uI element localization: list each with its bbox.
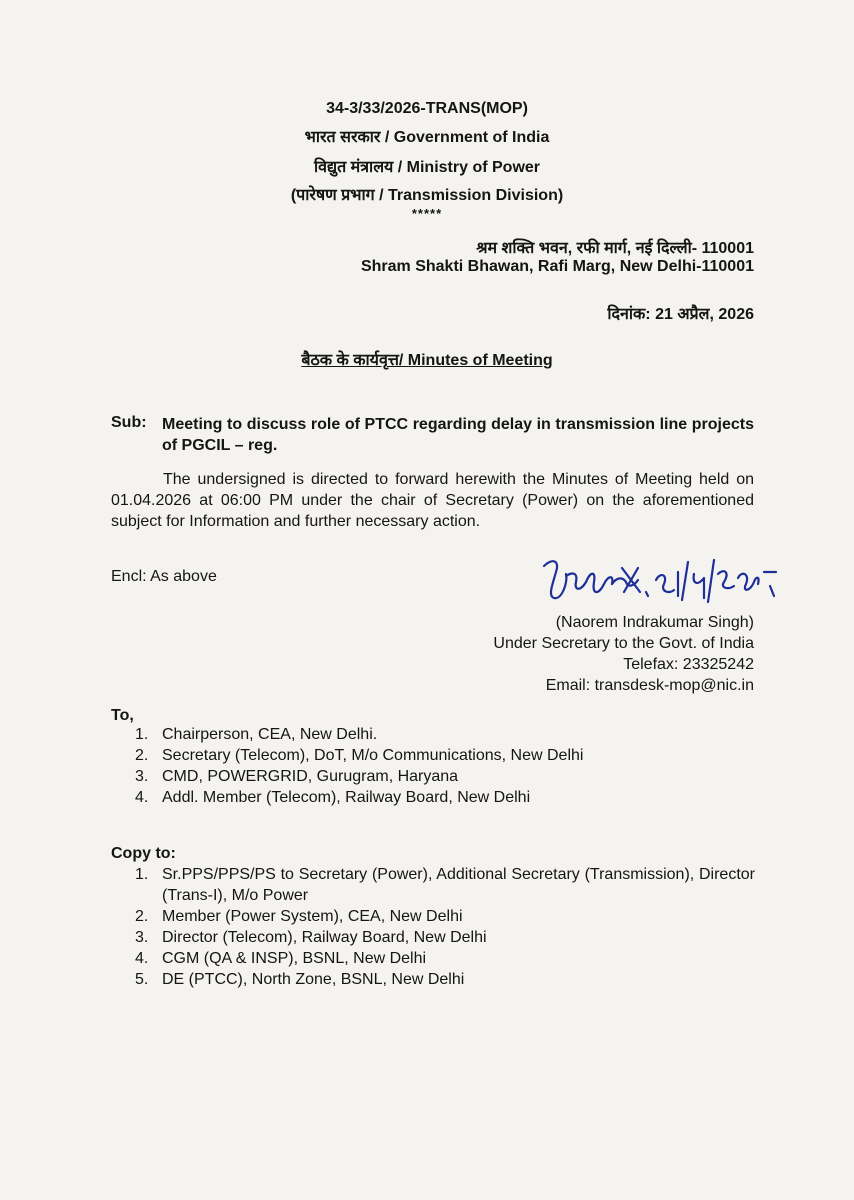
subject-text: Meeting to discuss role of PTCC regarding delay in transmission line projects of PGCIL – reg.: [162, 416, 754, 454]
division-heading: (पारेषण प्रभाग / Transmission Division): [290, 187, 564, 204]
document-date: दिनांक: 21 अप्रैल, 2026: [607, 306, 754, 323]
copy-to-list: [135, 864, 755, 990]
signatory-email: Email: transdesk-mop@nic.in: [545, 677, 754, 694]
list-item: 5. DE (PTCC), North Zone, BSNL, New Delhi: [135, 971, 465, 988]
list-item: 1. Chairperson, CEA, New Delhi.: [135, 726, 378, 743]
copy-to-label: Copy to:: [111, 845, 176, 862]
header-separator: *****: [411, 206, 443, 221]
address-hindi: श्रम शक्ति भवन, रफी मार्ग, नई दिल्ली- 110001: [476, 240, 754, 257]
list-item: 2. Secretary (Telecom), DoT, M/o Communications, New Delhi: [135, 747, 584, 764]
file-number: 34-3/33/2026-TRANS(MOP): [326, 100, 528, 117]
signatory-name: (Naorem Indrakumar Singh): [555, 614, 754, 631]
list-item: 3. CMD, POWERGRID, Gurugram, Haryana: [135, 768, 459, 785]
list-item: 2. Member (Power System), CEA, New Delhi: [135, 908, 463, 925]
document-title-text: बैठक के कार्यवृत्त/ Minutes of Meeting: [301, 352, 553, 369]
to-label: To,: [111, 707, 134, 724]
address-english: Shram Shakti Bhawan, Rafi Marg, New Delhi-110001: [360, 258, 754, 275]
signatory-block: [493, 612, 754, 696]
list-item: 4. Addl. Member (Telecom), Railway Board, New Delhi: [135, 789, 531, 806]
list-item: 3. Director (Telecom), Railway Board, New Delhi: [135, 929, 487, 946]
to-list: [135, 724, 755, 808]
body-paragraph: The undersigned is directed to forward herewith the Minutes of Meeting held on 01.04.2026 at 06:00 PM under the chair of Secretary (Power) on the aforementioned subject for Information and further necessary action.: [111, 471, 754, 530]
list-item: 4. CGM (QA & INSP), BSNL, New Delhi: [135, 950, 427, 967]
document-title: [0, 348, 854, 370]
list-item: 1. Sr.PPS/PPS/PS to Secretary (Power), Additional Secretary (Transmission), Director (Trans-I), M/o Power: [135, 866, 755, 904]
handwritten-signature: [538, 552, 788, 608]
subject-label: Sub:: [111, 414, 147, 431]
signatory-designation: Under Secretary to the Govt. of India: [493, 635, 754, 652]
government-heading: भारत सरकार / Government of India: [304, 129, 550, 146]
ministry-heading: विद्युत मंत्रालय / Ministry of Power: [313, 159, 541, 176]
enclosure-line: Encl: As above: [111, 568, 217, 585]
signatory-telefax: Telefax: 23325242: [623, 656, 754, 673]
